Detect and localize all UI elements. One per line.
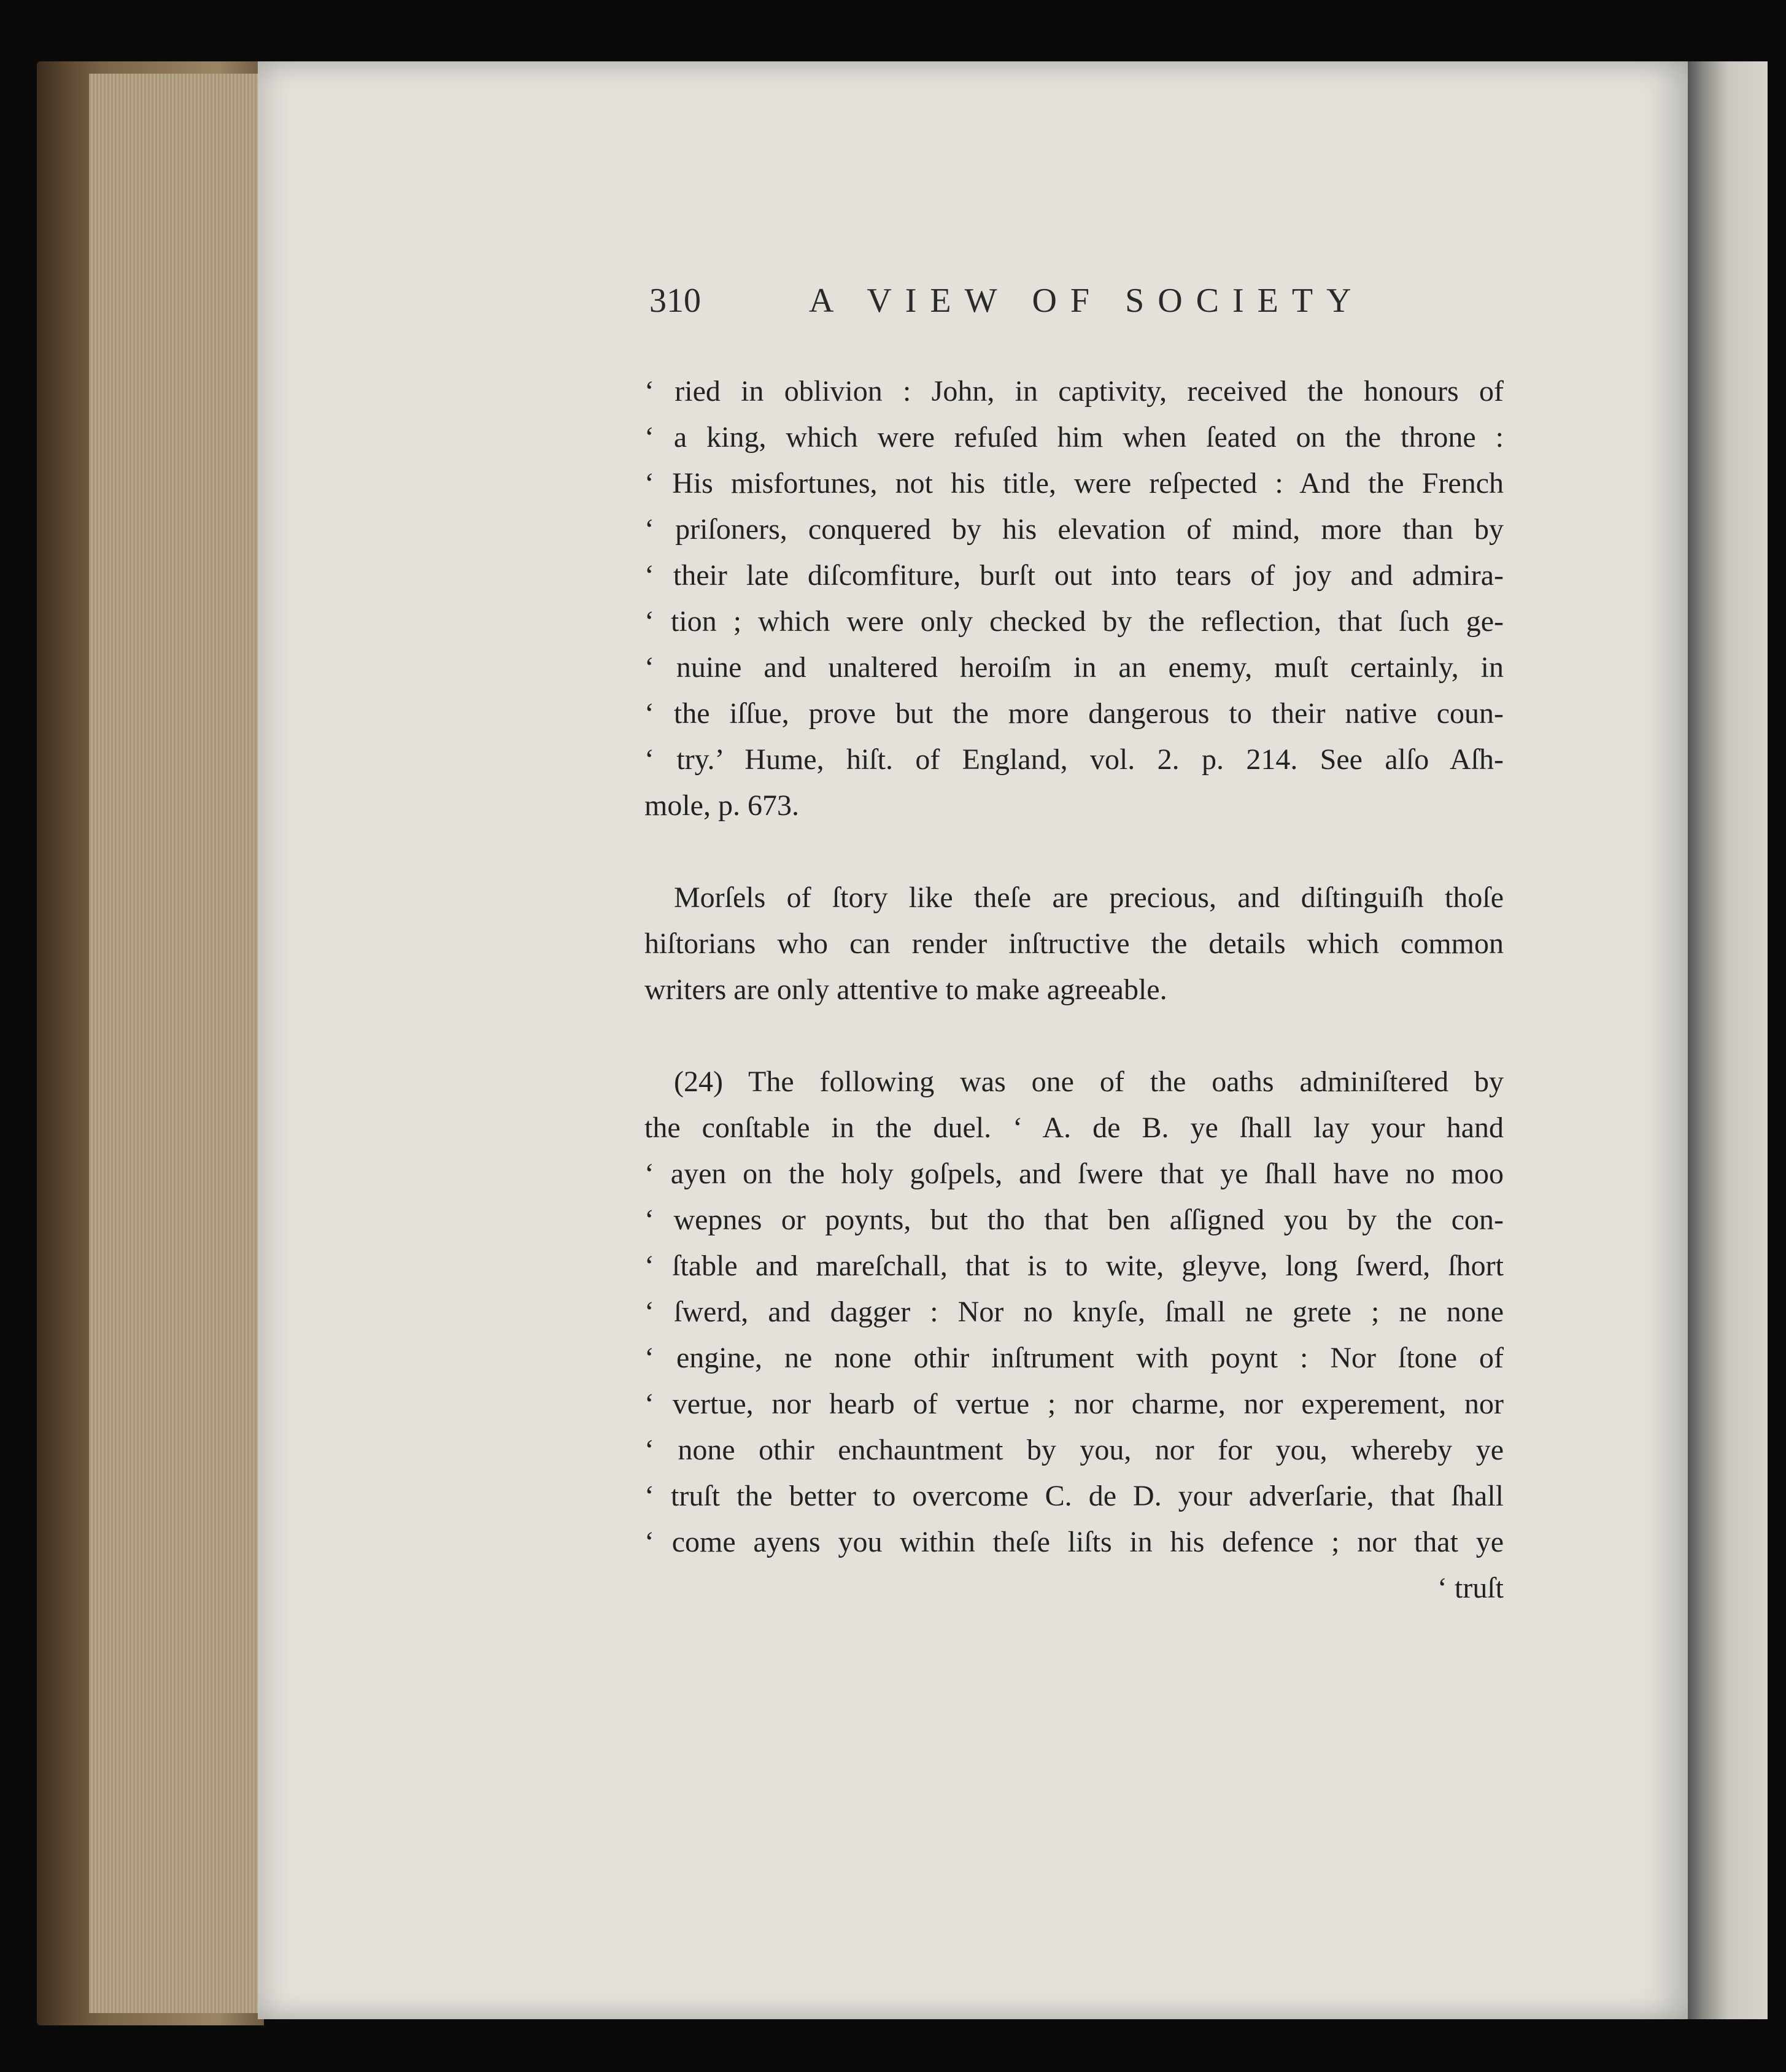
text-line: ‘ tion ; which were only checked by the reflection, that ſuch ge- [644, 605, 1504, 638]
morsels-paragraph [644, 875, 1504, 1013]
note-24-paragraph [644, 1059, 1504, 1611]
text-line: ‘ engine, ne none othir inſtrument with poynt : Nor ſtone of [644, 1342, 1504, 1374]
text-line: ‘ truſt the better to overcome C. de D. your adverſarie, that ſhall [644, 1480, 1504, 1512]
text-line: ‘ nuine and unaltered heroiſm in an enemy, muſt certainly, in [644, 651, 1504, 684]
text-line: ‘ priſoners, conquered by his elevation of mind, more than by [644, 513, 1504, 546]
book-fore-edge [37, 61, 264, 2025]
text-line: (24) The following was one of the oaths adminiſtered by [674, 1065, 1504, 1098]
text-line: ‘ ried in oblivion : John, in captivity, received the honours of [644, 375, 1504, 408]
paragraph-gap [644, 829, 1504, 875]
quote-paragraph [644, 368, 1504, 829]
running-head [649, 281, 1386, 330]
text-line: ‘ ſwerd, and dagger : Nor no knyſe, ſmall ne grete ; ne none [644, 1296, 1504, 1328]
facing-page-edge [1688, 61, 1768, 2019]
text-line: ‘ ſtable and mareſchall, that is to wite, gleyve, long ſwerd, ſhort [644, 1250, 1504, 1282]
text-line: ‘ none othir enchauntment by you, nor for you, whereby ye [644, 1434, 1504, 1466]
page-stack [89, 74, 264, 2013]
catchword: ‘ truſt [1437, 1572, 1504, 1604]
text-line: ‘ come ayens you within theſe liſts in his defence ; nor that ye [644, 1526, 1504, 1558]
text-line: ‘ ayen on the holy goſpels, and ſwere that ye ſhall have no moo [644, 1158, 1504, 1190]
running-title: A VIEW OF SOCIETY [809, 282, 1365, 320]
text-line: ‘ their late diſcomfiture, burſt out into tears of joy and admira- [644, 559, 1504, 592]
text-line: writers are only attentive to make agreeable. [644, 973, 1167, 1006]
text-line: ‘ a king, which were refuſed him when ſeated on the throne : [644, 421, 1504, 454]
text-line: ‘ try.’ Hume, hiſt. of England, vol. 2. p. 214. See alſo Aſh- [644, 743, 1504, 776]
text-line: ‘ wepnes or poynts, but tho that ben aſſigned you by the con- [644, 1204, 1504, 1236]
text-block [644, 368, 1504, 1611]
text-line: ‘ the iſſue, prove but the more dangerous to their native coun- [644, 697, 1504, 730]
text-line: hiſtorians who can render inſtructive the details which common [644, 927, 1504, 960]
paragraph-gap [644, 1013, 1504, 1059]
text-line: ‘ vertue, nor hearb of vertue ; nor charme, nor experement, nor [644, 1388, 1504, 1420]
text-line: mole, p. 673. [644, 789, 799, 822]
text-line: Morſels of ſtory like theſe are precious, and diſtinguiſh thoſe [674, 881, 1504, 914]
text-line: ‘ His misfortunes, not his title, were reſpected : And the French [644, 467, 1504, 500]
text-line: the conſtable in the duel. ‘ A. de B. ye ſhall lay your hand [644, 1111, 1504, 1144]
page-number: 310 [649, 282, 701, 320]
